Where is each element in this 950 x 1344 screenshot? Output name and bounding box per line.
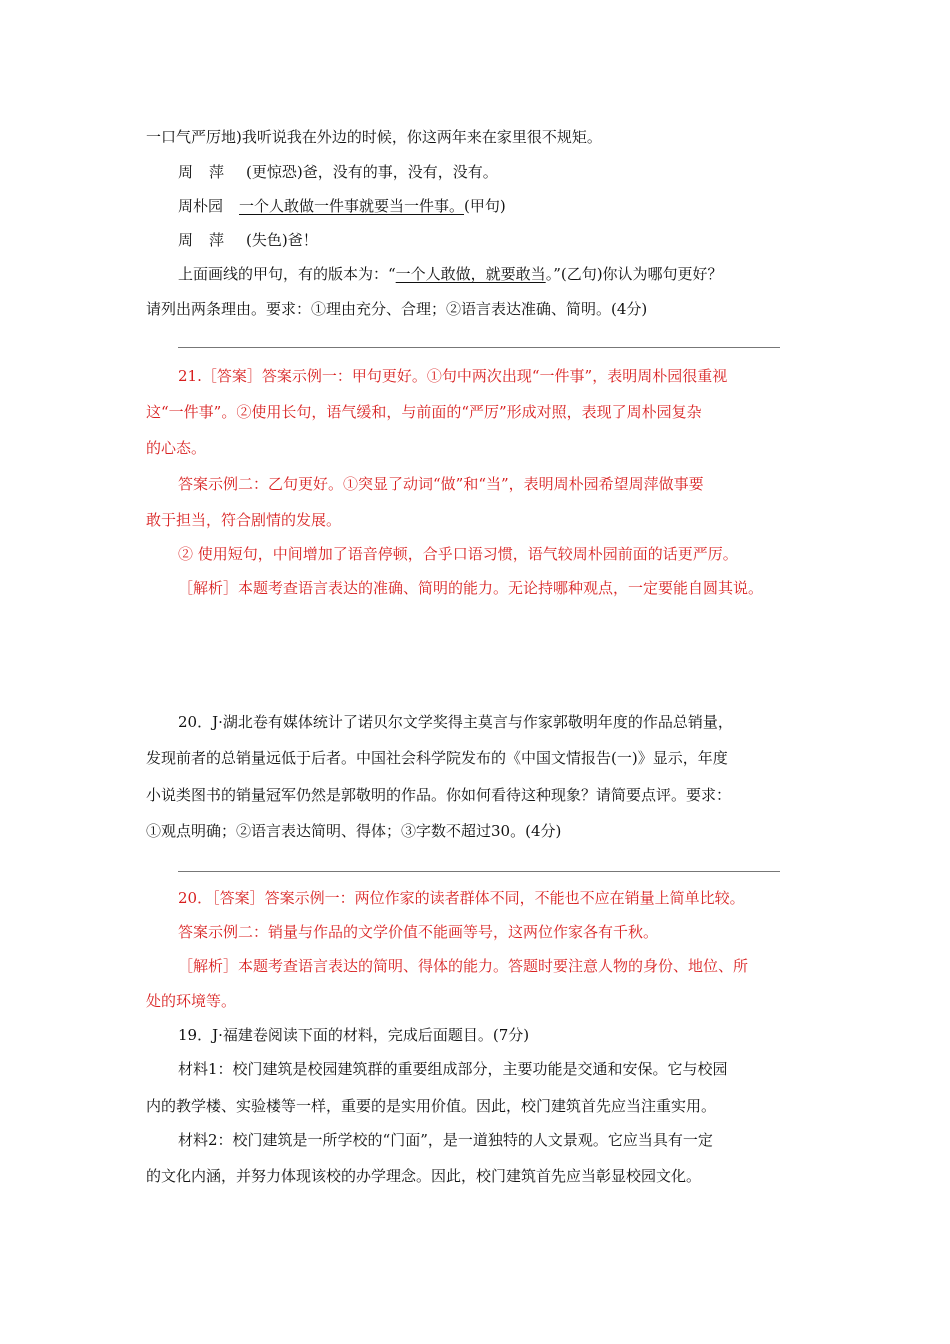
speaker-name: 萍 (209, 163, 225, 181)
q20-analysis-line: 处的环境等。 (146, 992, 237, 1010)
q21-prompt-line-1 (178, 264, 723, 284)
q19-material-line: 材料2：校门建筑是一所学校的“门面”，是一道独特的人文景观。它应当具有一定 (178, 1131, 713, 1149)
prompt-text: 。”(乙句)你认为哪句更好？ (545, 265, 723, 283)
speaker-name: 周朴园 (178, 197, 224, 215)
q21-answer-line: 21.［答案］答案示例一：甲句更好。①句中两次出现“一件事”，表明周朴园很重视 (178, 367, 728, 385)
speaker-name: 周 (178, 163, 194, 181)
dialogue-text: (更惊恐)爸，没有的事，没有，没有。 (246, 163, 498, 181)
q20-question-line: 小说类图书的销量冠军仍然是郭敬明的作品。你如何看待这种现象？请简要点评。要求： (146, 786, 732, 804)
q21-prompt-line-2: 请列出两条理由。要求：①理由充分、合理；②语言表达准确、简明。(4分) (146, 300, 648, 318)
q19-question-line: 19．J·福建卷阅读下面的材料，完成后面题目。(7分) (178, 1026, 530, 1044)
q20-question-line: 发现前者的总销量远低于后者。中国社会科学院发布的《中国文情报告(一)》显示，年度 (146, 749, 728, 767)
q20-question-line: ①观点明确；②语言表达简明、得体；③字数不超过30。(4分) (146, 822, 562, 840)
sentence-tag: (甲句) (464, 197, 506, 215)
q19-material-line: 的文化内涵，并努力体现该校的办学理念。因此，校门建筑首先应当彰显校园文化。 (146, 1167, 702, 1185)
prompt-text: 上面画线的甲句，有的版本为：“ (178, 265, 396, 283)
q21-answer-line: 敢于担当，符合剧情的发展。 (146, 511, 342, 529)
q21-dialogue-zhouping-1 (178, 162, 498, 182)
q21-answer-line: 的心态。 (146, 439, 207, 457)
answer-blank-line (178, 871, 780, 872)
q19-material-line: 内的教学楼、实验楼等一样，重要的是实用价值。因此，校门建筑首先应当注重实用。 (146, 1097, 717, 1115)
q21-answer-line: 这“一件事”。②使用长句，语气缓和，与前面的“严厉”形成对照，表现了周朴园复杂 (146, 403, 702, 421)
q20-answer-line: 20．［答案］答案示例一：两位作家的读者群体不同，不能也不应在销量上简单比较。 (178, 889, 745, 907)
q21-answer-line: ② 使用短句，中间增加了语音停顿，合乎口语习惯，语气较周朴园前面的话更严厉。 (178, 545, 738, 563)
underlined-sentence-b: 一个人敢做，就要敢当 (395, 265, 546, 283)
q20-question-line: 20．J·湖北卷有媒体统计了诺贝尔文学奖得主莫言与作家郭敬明年度的作品总销量， (178, 713, 733, 731)
underlined-sentence-a: 一个人敢做一件事就要当一件事。 (239, 197, 465, 215)
answer-blank-line (178, 347, 780, 348)
dialogue-text: (失色)爸！ (246, 231, 318, 249)
q20-answer-line: 答案示例二：销量与作品的文学价值不能画等号，这两位作家各有千秋。 (178, 923, 659, 941)
q19-material-line: 材料1：校门建筑是校园建筑群的重要组成部分，主要功能是交通和安保。它与校园 (178, 1060, 728, 1078)
q21-text-line-1: 一口气严厉地)我听说我在外边的时候，你这两年来在家里很不规矩。 (146, 128, 602, 146)
q21-analysis-line: ［解析］本题考查语言表达的准确、简明的能力。无论持哪种观点，一定要能自圆其说。 (178, 579, 764, 597)
q21-dialogue-zhouping-2 (178, 230, 318, 250)
q20-analysis-line: ［解析］本题考查语言表达的简明、得体的能力。答题时要注意人物的身份、地位、所 (178, 957, 749, 975)
q21-dialogue-zhoupuyuan (178, 196, 506, 216)
speaker-name: 周 (178, 231, 194, 249)
speaker-name: 萍 (209, 231, 225, 249)
q21-answer-line: 答案示例二：乙句更好。①突显了动词“做”和“当”，表明周朴园希望周萍做事要 (178, 475, 704, 493)
